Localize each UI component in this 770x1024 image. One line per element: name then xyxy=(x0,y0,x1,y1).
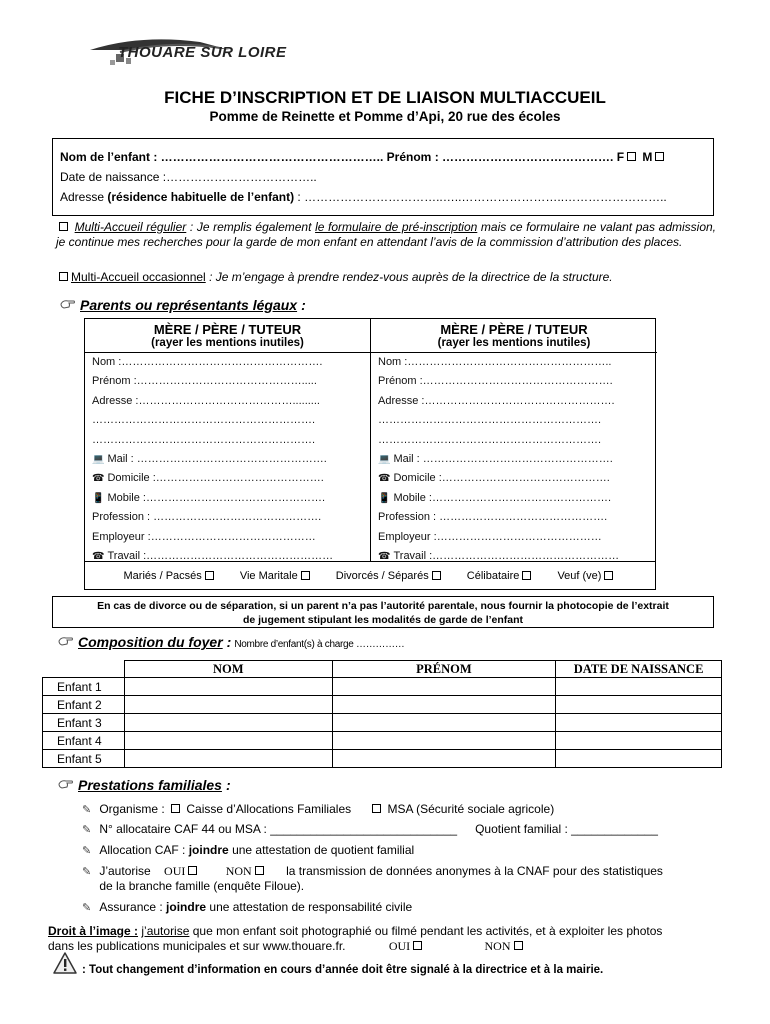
child-5-date-cell[interactable] xyxy=(556,750,722,768)
regular-accueil-option xyxy=(56,220,716,249)
assurance-label: Assurance : xyxy=(99,900,167,914)
household-header-date: DATE DE NAISSANCE xyxy=(556,661,722,678)
quotient-field[interactable]: Quotient familial : _____________ xyxy=(475,822,658,836)
parent-1-domicile[interactable] xyxy=(85,469,370,488)
parent-2-subtitle: (rayer les mentions inutiles) xyxy=(437,337,591,349)
address-label: Adresse xyxy=(60,190,108,204)
assurance-joindre: joindre xyxy=(166,900,207,914)
sex-f-checkbox[interactable] xyxy=(627,152,636,161)
allocation-text xyxy=(99,843,414,858)
parent-2-header xyxy=(371,319,657,353)
child-2-nom-cell[interactable] xyxy=(124,696,332,714)
organisme-label: Organisme : xyxy=(99,802,169,816)
image-non-checkbox[interactable] xyxy=(514,941,523,950)
table-row xyxy=(43,714,722,732)
page-subtitle: Pomme de Reinette et Pomme d’Api, 20 rue des écoles xyxy=(209,109,561,124)
pointing-hand-icon xyxy=(58,778,74,790)
occasional-accueil-text: : Je m’engage à prendre rendez-vous auprès de la directrice de la structure. xyxy=(205,270,613,284)
child-3-prenom-cell[interactable] xyxy=(332,714,556,732)
image-oui-checkbox[interactable] xyxy=(413,941,422,950)
parent-2-adresse-3[interactable]: ……………………………………………………. xyxy=(378,433,602,446)
prestations-section-colon: : xyxy=(225,777,231,793)
child-5-nom-cell[interactable] xyxy=(124,750,332,768)
parent-1-adresse[interactable]: Adresse :……………………………………......... xyxy=(92,394,320,407)
child-5-prenom-cell[interactable] xyxy=(332,750,556,768)
pen-bullet-icon: ✎ xyxy=(82,902,92,914)
allocataire-row xyxy=(82,822,722,838)
child-1-date-cell[interactable] xyxy=(556,678,722,696)
image-oui-label: OUI xyxy=(388,939,411,953)
parent-2-profession[interactable]: Profession : ………………………………………. xyxy=(378,511,608,524)
status-vie-maritale-label: Vie Maritale xyxy=(239,570,298,582)
status-vie-maritale-checkbox[interactable] xyxy=(301,571,310,580)
household-header-prenom: PRÉNOM xyxy=(332,661,556,678)
divorce-note-box xyxy=(52,596,714,628)
parent-1-mail[interactable] xyxy=(85,450,370,469)
child-4-nom-cell[interactable] xyxy=(124,732,332,750)
table-row xyxy=(43,732,722,750)
telephone-icon: ☎ xyxy=(92,550,105,562)
birthdate-row xyxy=(60,167,706,187)
child-4-date-cell[interactable] xyxy=(556,732,722,750)
image-rights-autorise: j’autorise xyxy=(141,924,190,938)
warning-triangle-icon xyxy=(52,951,78,975)
cnaf-autorise-label: J’autorise xyxy=(99,864,151,878)
image-rights-text-1: que mon enfant soit photographié ou filmé pendant les activités, et à exploiter les photos xyxy=(189,924,663,938)
sex-m-checkbox[interactable] xyxy=(655,152,664,161)
parent-1-profession[interactable]: Profession : ………………………………………. xyxy=(92,511,322,524)
sex-f-label: F xyxy=(613,150,625,164)
status-celibataire-label: Célibataire xyxy=(466,570,520,582)
foyer-section-title xyxy=(78,634,405,650)
preinscription-link[interactable]: le formulaire de pré-inscription xyxy=(315,220,478,234)
foyer-section-title-text: Composition du foyer xyxy=(78,634,223,650)
child-row-label: Enfant 2 xyxy=(43,696,125,714)
divorce-note-line-2: de jugement stipulant les modalités de garde de l’enfant xyxy=(242,614,524,626)
pen-bullet-icon: ✎ xyxy=(82,866,92,878)
allocation-suffix: une attestation de quotient familial xyxy=(228,843,415,857)
parent-2-domicile[interactable] xyxy=(371,469,657,488)
parent-1-prenom[interactable]: Prénom :………………………………………..... xyxy=(92,375,317,388)
child-1-nom-cell[interactable] xyxy=(124,678,332,696)
parent-1-mobile-text: Mobile :…………………………………………. xyxy=(107,491,326,504)
parent-1-domicile-text: Domicile :………………………………………. xyxy=(107,472,324,485)
birthdate-label: Date de naissance : xyxy=(60,170,167,184)
address-field[interactable]: : ……………………………..…..……………………..…………………….. xyxy=(294,190,667,204)
assurance-row xyxy=(82,900,722,916)
child-row-label: Enfant 3 xyxy=(43,714,125,732)
status-veuf-checkbox[interactable] xyxy=(604,571,613,580)
foyer-section-colon: : xyxy=(226,634,232,650)
pen-bullet-icon: ✎ xyxy=(82,824,92,836)
cnaf-non-checkbox[interactable] xyxy=(255,866,264,875)
parent-2-prenom[interactable]: Prénom :……………………………………………. xyxy=(378,375,613,388)
parent-2-nom[interactable]: Nom :……………………………………………….. xyxy=(378,356,612,368)
status-divorces-label: Divorcés / Séparés xyxy=(335,570,429,582)
pen-bullet-icon: ✎ xyxy=(82,845,92,857)
mobile-phone-icon: 📱 xyxy=(378,492,391,504)
msa-checkbox[interactable] xyxy=(372,804,381,813)
parent-1-header xyxy=(85,319,370,353)
parent-2-mobile[interactable] xyxy=(371,489,657,508)
child-2-prenom-cell[interactable] xyxy=(332,696,556,714)
parent-1-adresse-2[interactable]: ……………………………………………………. xyxy=(92,414,316,427)
child-row-label: Enfant 1 xyxy=(43,678,125,696)
cnaf-transmission-text: la transmission de données anonymes à la CNAF pour des statistiques xyxy=(286,864,663,878)
child-4-prenom-cell[interactable] xyxy=(332,732,556,750)
cnaf-transmission-text-2: de la branche famille (enquête Filoue). xyxy=(99,879,305,893)
assurance-suffix: une attestation de responsabilité civile xyxy=(206,900,413,914)
parent-2-travail-text: Travail :…………………………………………… xyxy=(393,549,620,562)
parent-1-travail-text: Travail :…………………………………………… xyxy=(107,549,334,562)
computer-mail-icon: 💻 xyxy=(92,453,105,465)
child-name-label: Nom de l’enfant : xyxy=(60,150,161,164)
parent-1-nom[interactable]: Nom :………………………………………………. xyxy=(92,356,323,368)
page-title: FICHE D’INSCRIPTION ET DE LIAISON MULTIACCUEIL xyxy=(164,88,606,107)
child-3-nom-cell[interactable] xyxy=(124,714,332,732)
parents-section-title-text: Parents ou représentants légaux xyxy=(80,297,298,313)
child-row-label: Enfant 4 xyxy=(43,732,125,750)
child-3-date-cell[interactable] xyxy=(556,714,722,732)
marital-status-row xyxy=(85,561,655,589)
child-1-prenom-cell[interactable] xyxy=(332,678,556,696)
child-firstname-field[interactable]: ……………………………………. xyxy=(442,150,614,164)
occasional-accueil-checkbox[interactable] xyxy=(59,272,68,281)
parent-2-domicile-text: Domicile :………………………………………. xyxy=(393,472,610,485)
final-warning-note: : Tout changement d’information en cours d’année doit être signalé à la directrice et à la mairie. xyxy=(82,964,604,976)
telephone-icon: ☎ xyxy=(92,473,105,485)
cnaf-non-label: NON xyxy=(225,864,252,878)
pointing-hand-icon xyxy=(58,635,74,647)
table-row xyxy=(43,678,722,696)
household-header-nom: NOM xyxy=(124,661,332,678)
parent-1-subtitle: (rayer les mentions inutiles) xyxy=(151,337,304,349)
parents-section-title xyxy=(80,297,306,313)
status-vie-maritale-option[interactable] xyxy=(240,570,313,582)
prestations-section-title xyxy=(78,777,231,793)
status-veuf-option[interactable] xyxy=(557,570,616,582)
image-rights-paragraph xyxy=(48,924,720,954)
allocataire-text xyxy=(99,822,658,837)
status-maries-checkbox[interactable] xyxy=(205,571,214,580)
image-non-label: NON xyxy=(484,939,511,953)
child-name-row xyxy=(60,147,706,167)
msa-label: MSA (Sécurité sociale agricole) xyxy=(384,802,555,816)
organisme-row xyxy=(82,802,722,818)
pointing-hand-icon xyxy=(60,298,76,310)
regular-accueil-text-1: : Je remplis également xyxy=(186,220,316,234)
allocataire-field[interactable]: N° allocataire CAF 44 ou MSA : ____________________________ xyxy=(99,822,458,836)
table-row xyxy=(43,696,722,714)
logo-text: THOUARE SUR LOIRE xyxy=(118,44,287,61)
parent-2-adresse-2[interactable]: ……………………………………………………. xyxy=(378,414,602,427)
parent-2-mail[interactable] xyxy=(371,450,657,469)
parent-2-column xyxy=(371,319,657,561)
cnaf-oui-checkbox[interactable] xyxy=(188,866,197,875)
allocation-label: Allocation CAF : xyxy=(99,843,189,857)
occasional-accueil-label: Multi-Accueil occasionnel xyxy=(71,270,206,284)
prestations-section-title-text: Prestations familiales xyxy=(78,777,222,793)
parent-2-mail-text: Mail : ……………………………………………. xyxy=(393,452,613,465)
status-divorces-checkbox[interactable] xyxy=(432,571,441,580)
cnaf-oui-label: OUI xyxy=(164,864,186,878)
parent-2-mobile-text: Mobile :…………………………………………. xyxy=(393,491,612,504)
image-rights-label: Droit à l’image : xyxy=(48,924,139,938)
status-divorces-option[interactable] xyxy=(336,570,444,582)
telephone-icon: ☎ xyxy=(378,550,391,562)
status-maries-option[interactable] xyxy=(124,570,217,582)
parent-2-title: MÈRE / PÈRE / TUTEUR xyxy=(440,322,588,337)
status-veuf-label: Veuf (ve) xyxy=(557,570,602,582)
regular-accueil-label: Multi-Accueil régulier xyxy=(74,220,187,234)
regular-accueil-checkbox[interactable] xyxy=(59,222,68,231)
status-celibataire-option[interactable] xyxy=(467,570,535,582)
caf-checkbox[interactable] xyxy=(171,804,180,813)
cnaf-text xyxy=(99,864,663,894)
sex-m-label: M xyxy=(639,150,653,164)
image-rights-text-2: dans les publications municipales et sur www.thouare.fr. xyxy=(48,939,346,953)
parent-2-employeur[interactable]: Employeur :……………………………………… xyxy=(378,530,602,543)
address-row xyxy=(60,187,706,207)
child-firstname-label: Prénom : xyxy=(383,150,443,164)
parent-1-employeur[interactable]: Employeur :……………………………………… xyxy=(92,530,316,543)
birthdate-field[interactable]: ……………………………….. xyxy=(166,170,317,184)
children-count-field[interactable]: Nombre d’enfant(s) à charge …………… xyxy=(234,639,405,650)
cnaf-row xyxy=(82,864,722,894)
assurance-text xyxy=(99,900,412,915)
child-identity-box xyxy=(52,138,714,216)
divorce-note-line-1: En cas de divorce ou de séparation, si un parent n’a pas l’autorité parentale, nous fournir la photocopie de l’extrait xyxy=(97,600,669,612)
household-table xyxy=(42,660,722,768)
telephone-icon: ☎ xyxy=(378,473,391,485)
parent-1-title: MÈRE / PÈRE / TUTEUR xyxy=(153,322,302,337)
parent-1-column xyxy=(85,319,371,561)
allocation-row xyxy=(82,843,722,859)
status-maries-label: Mariés / Pacsés xyxy=(123,570,202,582)
parent-1-mail-text: Mail : ……………………………………………. xyxy=(107,452,327,465)
parents-table xyxy=(84,318,656,590)
child-name-field[interactable]: ……………………………………………….. xyxy=(160,150,384,164)
parent-2-adresse[interactable]: Adresse :……………………………………………. xyxy=(378,394,615,407)
table-row xyxy=(43,750,722,768)
parent-1-mobile[interactable] xyxy=(85,489,370,508)
mobile-phone-icon: 📱 xyxy=(92,492,105,504)
occasional-accueil-option xyxy=(56,270,716,284)
parents-section-colon: : xyxy=(301,297,306,313)
allocation-joindre: joindre xyxy=(188,843,229,857)
household-header-blank xyxy=(43,661,125,678)
parent-1-adresse-3[interactable]: ……………………………………………………. xyxy=(92,433,316,446)
organisme-text xyxy=(99,802,554,817)
status-celibataire-checkbox[interactable] xyxy=(522,571,531,580)
regular-accueil-text-2: mais ce formulaire ne valant pas admission, je continue mes recherches pour la garde de mon enfant en attendant l’avis de la commission d’attribution des places. xyxy=(56,220,717,249)
child-2-date-cell[interactable] xyxy=(556,696,722,714)
pen-bullet-icon: ✎ xyxy=(82,804,92,816)
address-qualifier: (résidence habituelle de l’enfant) xyxy=(107,190,295,204)
computer-mail-icon: 💻 xyxy=(378,453,391,465)
caf-label: Caisse d’Allocations Familiales xyxy=(183,802,352,816)
household-header-row xyxy=(43,661,722,678)
child-row-label: Enfant 5 xyxy=(43,750,125,768)
